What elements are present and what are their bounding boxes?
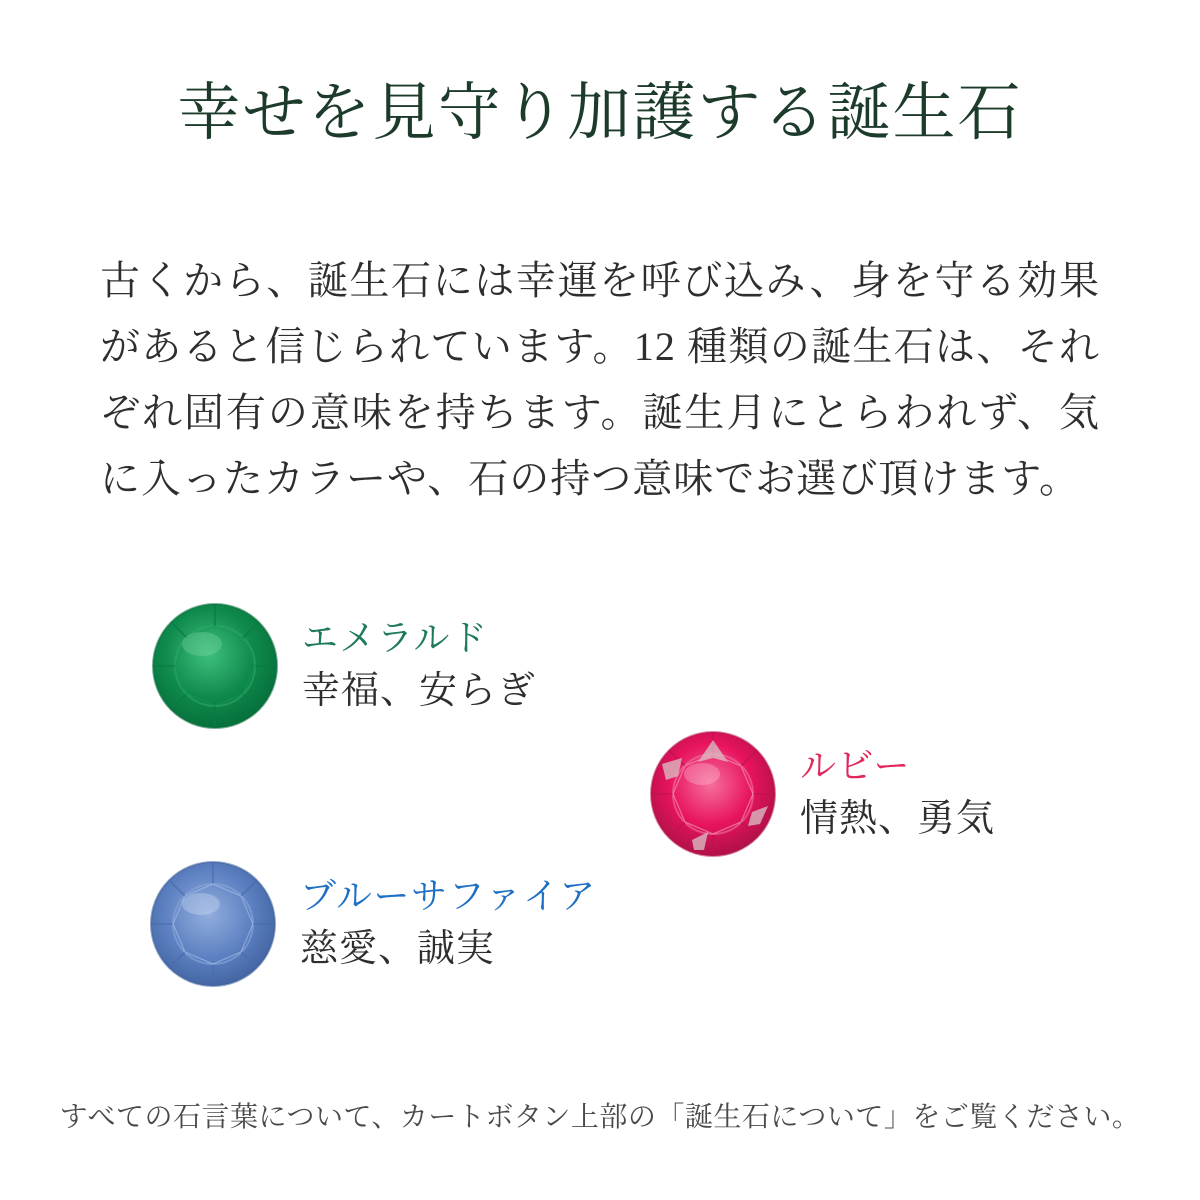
emerald-gem-icon bbox=[150, 600, 280, 730]
stone-item-sapphire bbox=[148, 858, 597, 988]
intro-paragraph: 古くから、誕生石には幸運を呼び込み、身を守る効果があると信じられています。12 種類の誕生石は、それぞれ固有の意味を持ちます。誕生月にとらわれず、気に入ったカラーや、石の持つ意味でお選び頂けます。 bbox=[100, 258, 1100, 501]
page-title: 幸せを見守り加護する誕生石 bbox=[177, 78, 1023, 148]
stone-text-sapphire bbox=[300, 878, 597, 968]
stone-item-ruby bbox=[648, 728, 995, 858]
stone-name-sapphire: ブルーサファイア bbox=[300, 876, 597, 916]
ruby-gem-icon bbox=[648, 728, 778, 858]
stone-name-emerald: エメラルド bbox=[302, 618, 489, 658]
stone-meaning-ruby: 情熱、勇気 bbox=[800, 798, 996, 840]
stone-text-emerald bbox=[302, 620, 536, 710]
stone-item-emerald bbox=[150, 600, 536, 730]
stone-name-ruby: ルビー bbox=[800, 746, 912, 786]
stone-meaning-sapphire: 慈愛、誠実 bbox=[300, 928, 496, 970]
sapphire-gem-icon bbox=[148, 858, 278, 988]
stone-meaning-emerald: 幸福、安らぎ bbox=[302, 670, 537, 712]
stone-text-ruby bbox=[800, 748, 995, 838]
footnote-text: すべての石言葉について、カートボタン上部の「誕生石について」をご覧ください。 bbox=[59, 1102, 1141, 1133]
